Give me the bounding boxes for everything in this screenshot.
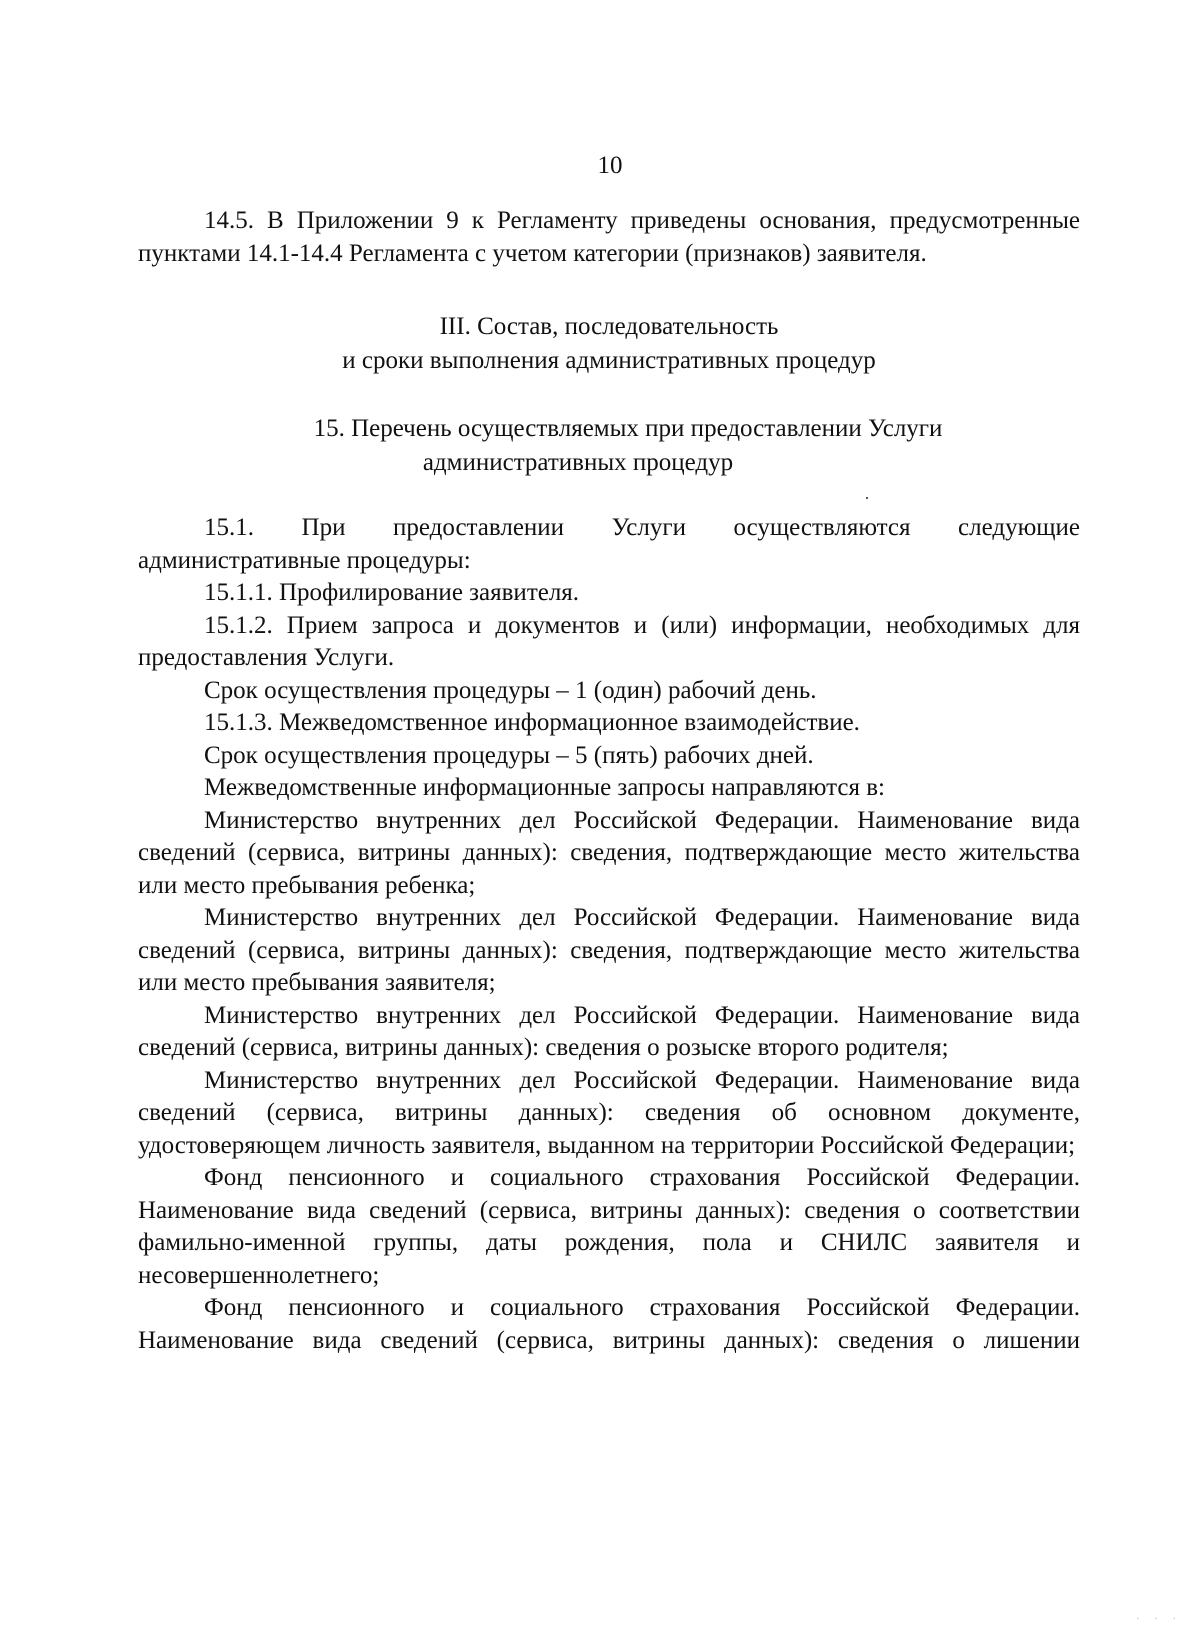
section-15-heading-line-2: административных процедур	[422, 449, 734, 476]
paragraph-deadline-2: Срок осуществления процедуры – 5 (пять) рабочих дней.	[204, 741, 814, 769]
section-3-heading-line-2: и сроки выполнения административных процедур	[342, 347, 876, 374]
page-number: 10	[597, 152, 623, 179]
paragraph-sfr-snils: Фонд пенсионного и социального страхования Российской Федерации. Наименование вида сведений (сервиса, витрины данных): сведения о соответствии фамильно-именной группы, даты рождения, пола и СНИЛС заявителя и несовершеннолетнего;	[138, 1164, 1080, 1289]
paragraph-15-1-2: 15.1.2. Прием запроса и документов и (или) информации, необходимых для предоставления Услуги.	[138, 611, 1080, 671]
paragraph-14-5-block	[138, 205, 1080, 270]
paragraph-mvd-applicant-residence: Министерство внутренних дел Российской Федерации. Наименование вида сведений (сервиса, витрины данных): сведения, подтверждающие место жительства или место пребывания заявителя;	[138, 904, 1080, 996]
section-15-heading-line-1: 15. Перечень осуществляемых при предоставлении Услуги	[313, 415, 943, 442]
paragraph-mvd-identity-document: Министерство внутренних дел Российской Федерации. Наименование вида сведений (сервиса, витрины данных): сведения об основном документе, удостоверяющем личность заявителя, выданном на территории Российской Федерации;	[138, 1066, 1080, 1159]
paragraph-15-1-1: 15.1.1. Профилирование заявителя.	[204, 579, 580, 606]
body-text	[138, 512, 1080, 1357]
section-3-heading	[138, 310, 1080, 378]
scan-speck	[866, 497, 868, 499]
paragraph-14-5: 14.5. В Приложении 9 к Регламенту приведены основания, предусмотренные пунктами 14.1-14.4 Регламента с учетом категории (признаков) заявителя.	[138, 207, 1080, 267]
paragraph-deadline-1: Срок осуществления процедуры – 1 (один) рабочий день.	[204, 676, 817, 704]
scan-edge-marks: · · ·	[1136, 1614, 1182, 1625]
paragraph-15-1: 15.1. При предоставлении Услуги осуществляются следующие административные процедуры:	[138, 514, 1080, 574]
section-3-heading-line-1: III. Состав, последовательность	[439, 313, 779, 340]
paragraph-mvd-child-residence: Министерство внутренних дел Российской Федерации. Наименование вида сведений (сервиса, витрины данных): сведения, подтверждающие место жительства или место пребывания ребенка;	[138, 806, 1080, 899]
section-15-heading	[138, 412, 1138, 480]
paragraph-mvd-parent-search: Министерство внутренних дел Российской Федерации. Наименование вида сведений (сервиса, витрины данных): сведения о розыске второго родителя;	[138, 1001, 1080, 1061]
paragraph-sfr-deprivation: Фонд пенсионного и социального страхования Российской Федерации. Наименование вида сведений (сервиса, витрины данных): сведения о лишении	[138, 1294, 1080, 1354]
paragraph-requests-intro: Межведомственные информационные запросы направляются в:	[204, 774, 885, 801]
paragraph-15-1-3: 15.1.3. Межведомственное информационное взаимодействие.	[204, 709, 860, 736]
